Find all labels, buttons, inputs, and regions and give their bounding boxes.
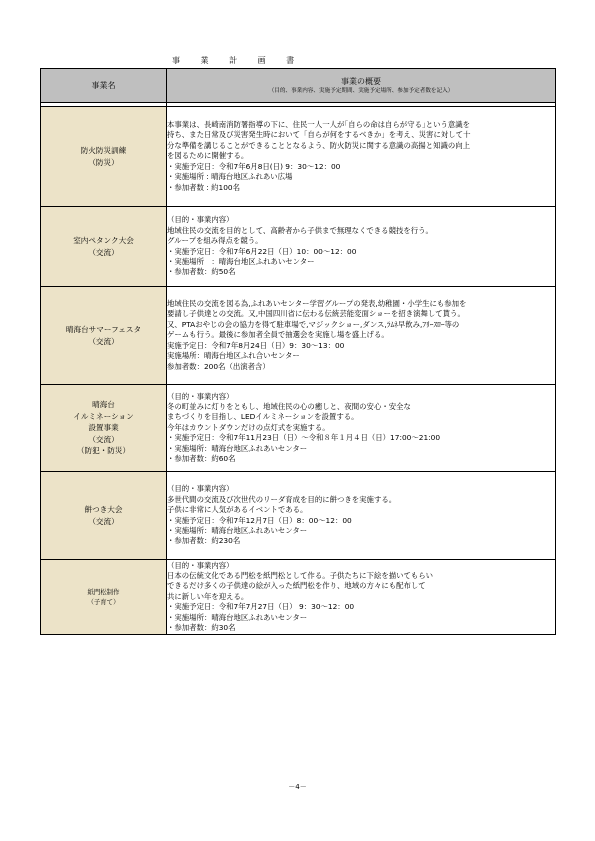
description-line: （目的・事業内容） bbox=[167, 215, 234, 225]
description-line: ・実施場所：晴海台地区ふれあいセンター bbox=[167, 525, 308, 535]
table-row bbox=[41, 287, 556, 385]
event-name: 室内ペタンク大会 bbox=[73, 236, 134, 245]
description-line: ・実施場所：晴海台地区ふれあいセンター bbox=[167, 443, 308, 453]
description-line: （目的・事業内容） bbox=[167, 560, 234, 570]
event-name: 晴海台サマーフェスタ bbox=[65, 325, 142, 334]
description-line: 日本の伝統文化である門松を紙門松として作る。子供たちに下絵を描いてもらい bbox=[167, 570, 434, 580]
description-line: ・参加者数 : 約100名 bbox=[167, 182, 241, 192]
description-line: 地域住民の交流を図る為,ふれあいセンター学習グループの発表,幼稚園・小学生にも参加を bbox=[167, 299, 467, 309]
table-row bbox=[41, 472, 556, 560]
description-line: ・実施予定日：令和7年12月7日（日）8：00～12：00 bbox=[167, 515, 352, 525]
description-line: 要請し子供達との交流。又,中国四川省に伝わる伝統芸能変面ショーを招き演舞して貰う。 bbox=[167, 309, 465, 319]
event-name: 晴海台 bbox=[92, 400, 115, 410]
description-line: 地域住民の交流を目的として、高齢者から子供まで無理なくできる競技を行う。 bbox=[167, 225, 433, 235]
event-description bbox=[167, 287, 556, 385]
event-category: （交流） bbox=[88, 434, 119, 444]
event-category: （防災） bbox=[88, 157, 119, 167]
description-line: 実施場所：晴海台地区ふれ合いセンター bbox=[167, 351, 300, 361]
column-header-desc bbox=[167, 69, 556, 103]
description-line: 本事業は、長崎南消防署指導の下に、住民一人一人が｢自らの命は自らが守る｣という意識を bbox=[167, 120, 471, 130]
page-title: 事 業 計 画 書 bbox=[172, 56, 304, 65]
description-line: 冬の町並みに灯りをともし、地域住民の心の癒しと、夜間の安心・安全な bbox=[167, 401, 411, 411]
description-line: 多世代間の交流及び次世代のリーダ育成を目的に餅つきを実施する。 bbox=[167, 494, 397, 504]
table-row bbox=[41, 207, 556, 287]
description-line: ゲームも行う。最後に参加者全員で抽選会を実施し場を盛上げる。 bbox=[167, 330, 389, 340]
page-number: －4－ bbox=[288, 783, 307, 791]
description-line: ・実施予定日：令和7年6月22日（日）10：00～12：00 bbox=[167, 246, 357, 256]
description-line: 子供に非常に人気があるイベントである。 bbox=[167, 505, 308, 515]
event-name: 餅つき大会 bbox=[84, 505, 123, 514]
table-row bbox=[41, 385, 556, 472]
event-description bbox=[167, 207, 556, 287]
description-line: できるだけ多くの子供達の絵が入った紙門松を作り、地域の方々にも配布して bbox=[167, 581, 426, 591]
event-name-cell bbox=[41, 385, 167, 472]
description-line: ・実施予定日：令和7年11月23日（日）～令和８年１月４日（日）17:00～21:00 bbox=[167, 433, 441, 443]
event-category: （交流） bbox=[88, 247, 119, 257]
event-name-cell bbox=[41, 107, 167, 207]
column-header-name: 事業名 bbox=[41, 69, 167, 103]
event-name: イルミネーション bbox=[73, 411, 134, 421]
description-line: ・実施場所：晴海台地区ふれあいセンター bbox=[167, 612, 308, 622]
description-line: 共に新しい年を迎える。 bbox=[167, 591, 249, 601]
description-line: ・参加者数：約50名 bbox=[167, 267, 236, 277]
column-header-desc-label: 事業の概要 bbox=[341, 76, 381, 86]
description-line: （目的・事業内容） bbox=[167, 391, 234, 401]
event-name-cell bbox=[41, 560, 167, 635]
description-line: 分な準備を講じることができることとなるよう、防火防災に関する意識の高揚と知識の向上 bbox=[167, 140, 471, 150]
description-line: グループを組み得点を競う。 bbox=[167, 236, 263, 246]
plan-table bbox=[40, 68, 556, 635]
event-category: （防犯・防災） bbox=[76, 446, 131, 456]
event-category: （交流） bbox=[88, 336, 119, 346]
description-line: まちづくりを目指し、LEDイルミネーションを設置する。 bbox=[167, 412, 359, 422]
description-line: ・実施予定日：令和7年7月27日（日） 9：30～12：00 bbox=[167, 602, 355, 612]
table-row bbox=[41, 107, 556, 207]
event-name: 防火防災訓練 bbox=[80, 146, 127, 155]
description-line: （目的・事業内容） bbox=[167, 484, 234, 494]
event-description bbox=[167, 107, 556, 207]
table-header bbox=[41, 69, 556, 103]
description-line: ・実施予定日：令和7年6月8日(日) 9：30～12：00 bbox=[167, 161, 341, 171]
description-line: 参加者数：200名（出演者含） bbox=[167, 361, 270, 371]
description-line: 又、PTAおやじの会の協力を得て駐車場で,マジックショー,ダンス,ﾗﾑﾈ早飲み,ﾌﾘｰｽﾛｰ等の bbox=[167, 319, 460, 329]
event-name: 紙門松制作 bbox=[87, 588, 120, 596]
event-description bbox=[167, 560, 556, 635]
description-line: ・参加者数：約30名 bbox=[167, 623, 236, 633]
description-line: ・参加者数：約230名 bbox=[167, 536, 241, 546]
description-line: 今年はカウントダウンだけの点灯式を実施する。 bbox=[167, 422, 330, 432]
description-line: ・実施場所 ：晴海台地区ふれあいセンター bbox=[167, 256, 315, 266]
event-name-cell bbox=[41, 207, 167, 287]
event-name: 設置事業 bbox=[88, 423, 119, 433]
table-row bbox=[41, 560, 556, 635]
description-line: ・参加者数：約60名 bbox=[167, 454, 236, 464]
event-name-cell bbox=[41, 472, 167, 560]
event-description bbox=[167, 385, 556, 472]
event-name-cell bbox=[41, 287, 167, 385]
description-line: 持ち、また日常及び災害発生時において「自らが何をするべきか」を考え、災害に対して十 bbox=[167, 130, 471, 140]
description-line: を図るために開催する。 bbox=[167, 151, 249, 161]
description-line: ・実施場所 : 晴海台地区ふれあい広場 bbox=[167, 172, 293, 182]
event-description bbox=[167, 472, 556, 560]
event-category: （子育て） bbox=[87, 598, 120, 606]
description-line: 実施予定日：令和7年8月24日（日）9：30～13：00 bbox=[167, 340, 345, 350]
column-header-desc-note: （目的、事業内容、実施予定期間、実施予定場所、参加予定者数を記入） bbox=[268, 87, 454, 94]
event-category: （交流） bbox=[88, 516, 119, 526]
